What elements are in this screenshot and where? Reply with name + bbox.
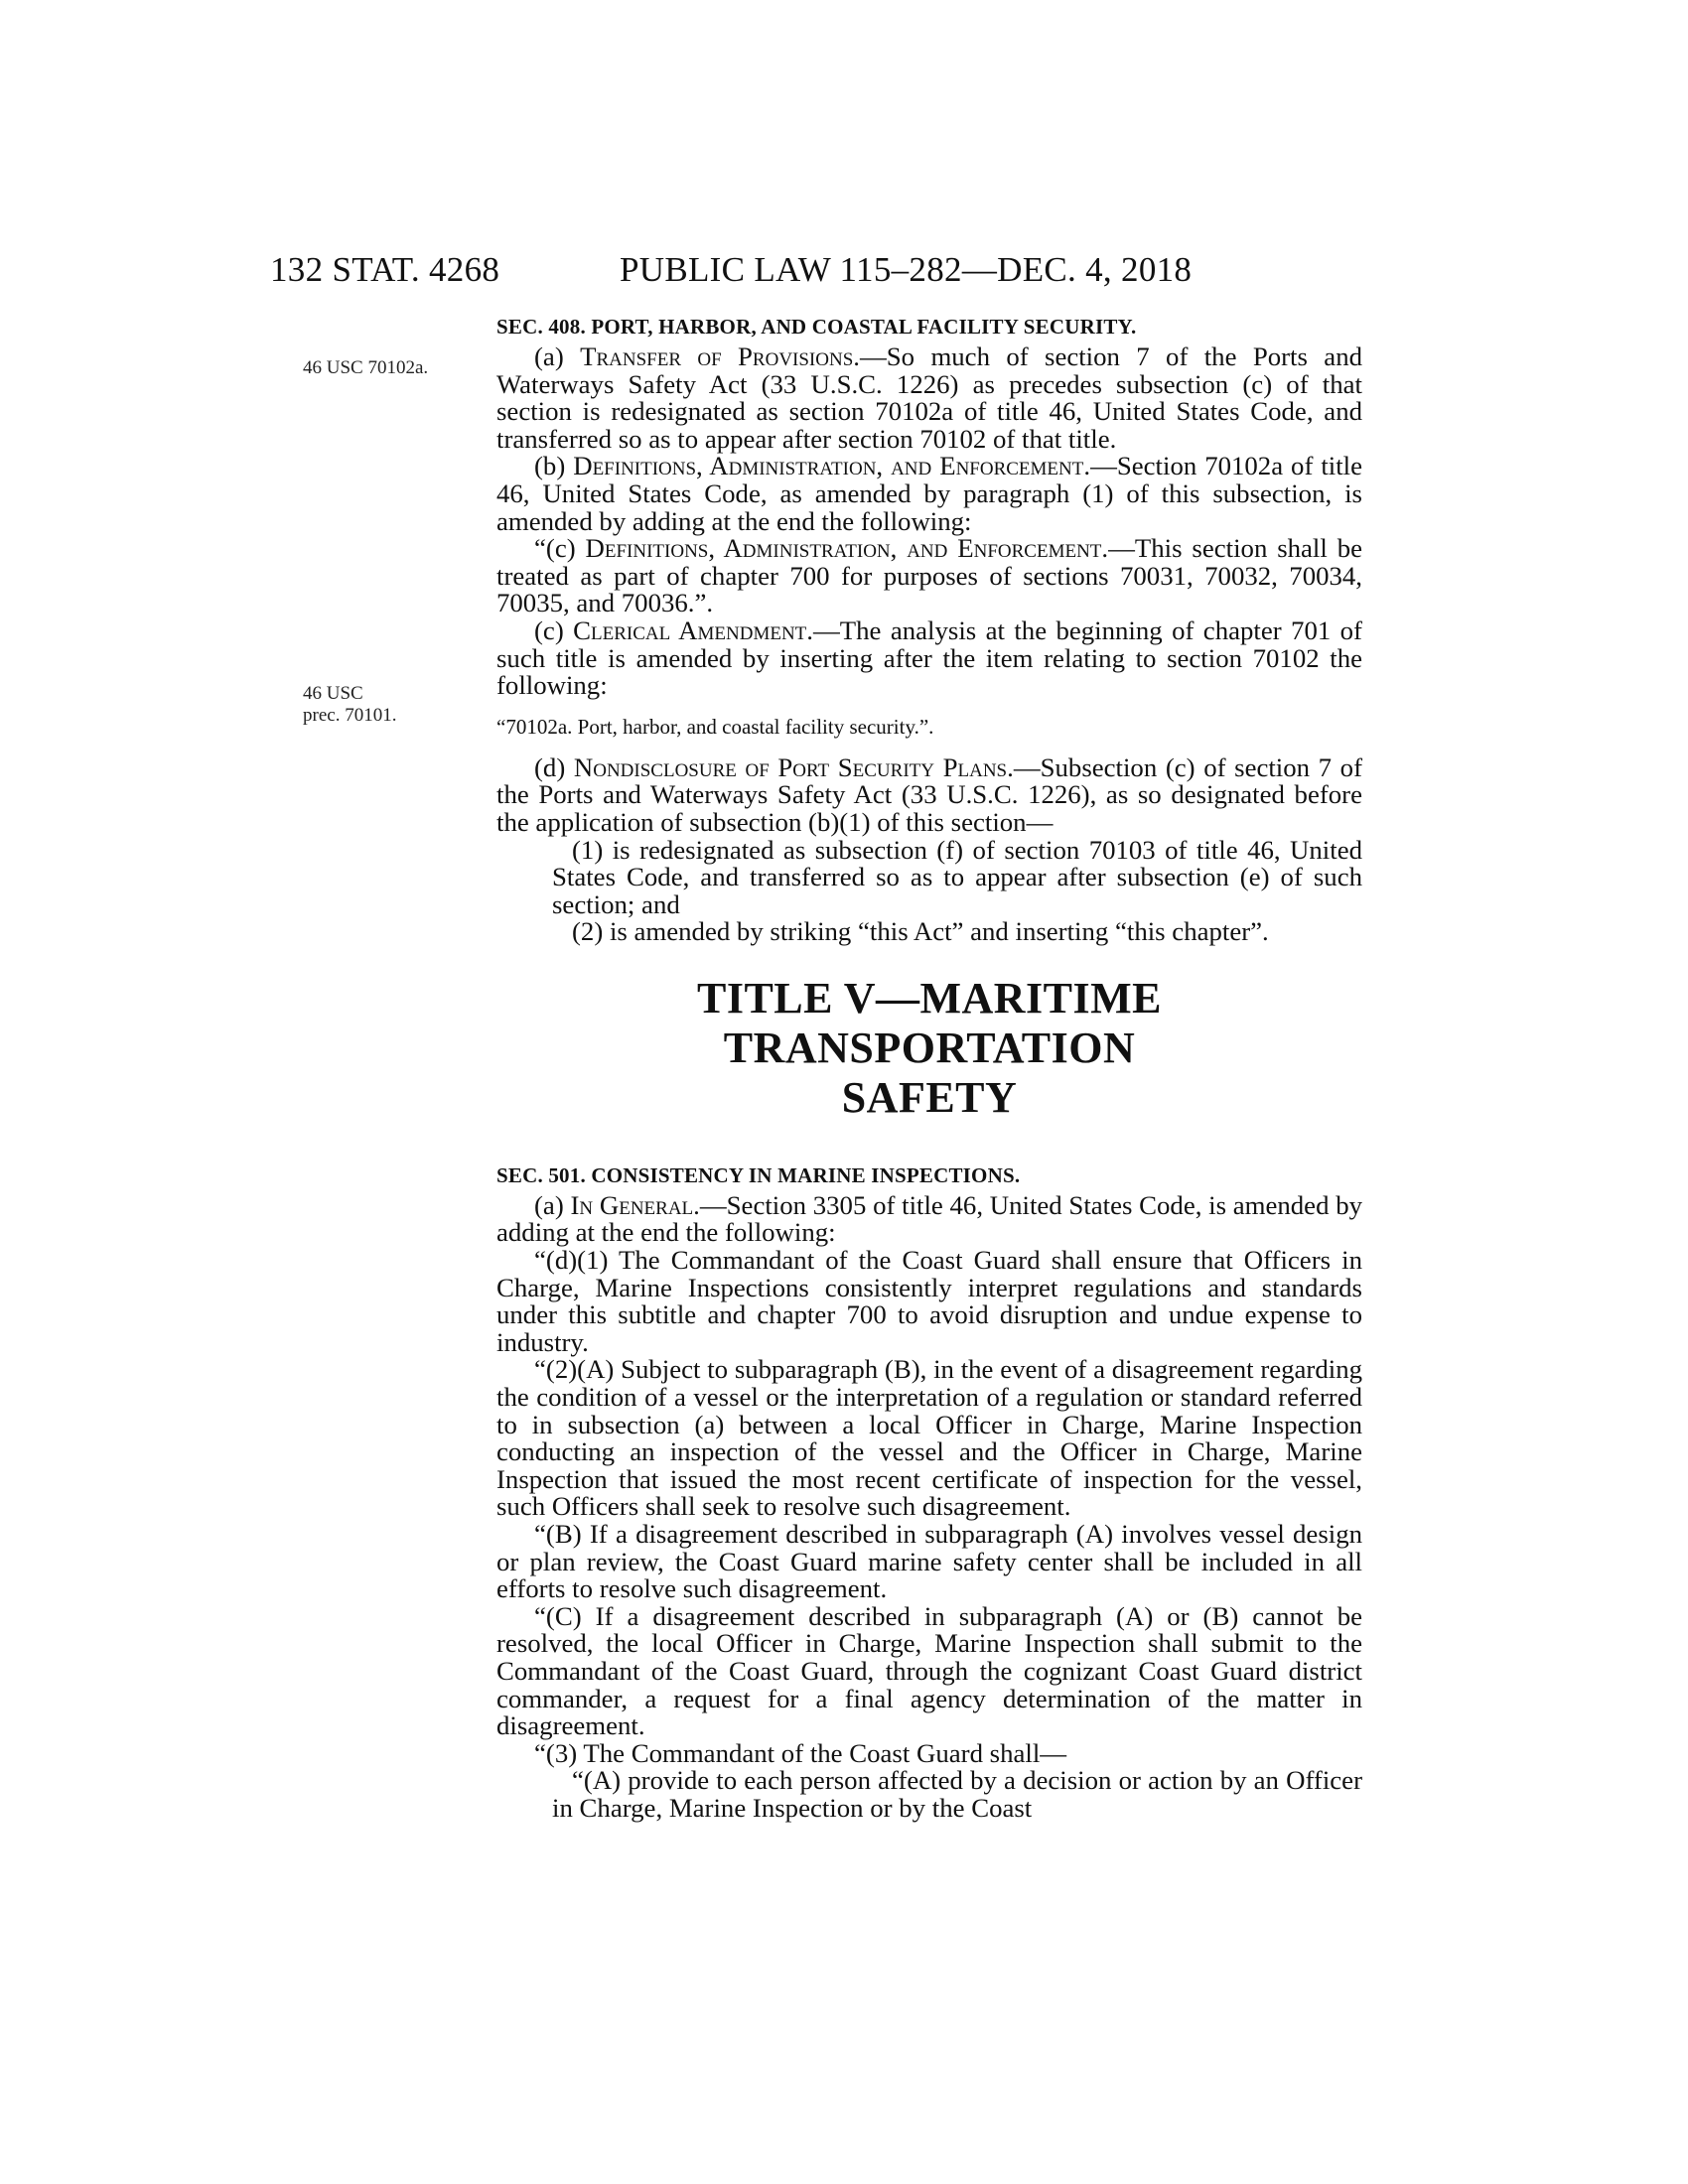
sec408-subsection-a: (a) Transfer of Provisions.—So much of section 7 of the Ports and Waterways Safety Act (33 U.S.C. 1226) as precedes subsection (c) of that section is redesignated as section 70102a of title 46, United States Code, and transferred so as to appear after section 70102 of that title. <box>496 341 1362 454</box>
margin-note-46-usc-70102a: 46 USC 70102a. <box>303 357 429 378</box>
sec501-quoted-d3A: “(A) provide to each person affected by a decision or action by an Officer in Charge, Marine Inspection or by the Coast <box>552 1765 1362 1823</box>
sec408-subsection-b: (b) Definitions, Administration, and Enforcement.—Section 70102a of title 46, United States Code, as amended by paragraph (1) of this subsection, is amended by adding at the end the following: <box>496 451 1363 536</box>
sec501-quoted-d3: “(3) The Commandant of the Coast Guard shall— <box>534 1737 1067 1768</box>
sec408-quoted-subsection-c: “(c) Definitions, Administration, and Enforcement.—This section shall be treated as part of chapter 700 for purposes of sections 70031, 70032, 70034, 70035, and 70036.”. <box>496 533 1362 618</box>
sec408-subsection-d: (d) Nondisclosure of Port Security Plans.—Subsection (c) of section 7 of the Ports and Waterways Safety Act (33 U.S.C. 1226), as so designated before the application of subsection (b)(1) of this section— <box>496 751 1362 837</box>
sec501-quoted-d2A: “(2)(A) Subject to subparagraph (B), in the event of a disagreement regarding the condition of a vessel or the interpretation of a regulation or standard referred to in subsection (a) between a local Officer in Charge, Marine Inspection conducting an inspection of the vessel and the Officer in Charge, Marine Inspection that issued the most recent certificate of inspection for the vessel, such Officers shall seek to resolve such disagreement. <box>496 1354 1362 1522</box>
sec501-quoted-dB: “(B) If a disagreement described in subparagraph (A) involves vessel design or plan review, the Coast Guard marine safety center shall be included in all efforts to resolve such disagreement. <box>496 1519 1362 1604</box>
section-501-heading: SEC. 501. CONSISTENCY IN MARINE INSPECTIONS. <box>496 1162 1021 1187</box>
sec501-quoted-dC: “(C) If a disagreement described in subparagraph (A) or (B) cannot be resolved, the local Officer in Charge, Marine Inspection shall submit to the Commandant of the Coast Guard, through the cognizant Coast Guard district commander, a request for a final agency determination of the matter in disagreement. <box>496 1600 1362 1741</box>
sec408-paragraph-d2: (2) is amended by striking “this Act” and inserting “this chapter”. <box>572 916 1269 947</box>
sec408-paragraph-d1: (1) is redesignated as subsection (f) of section 70103 of title 46, United States Code, and transferred so as to appear after subsection (e) of such section; and <box>552 834 1362 919</box>
margin-note-46-usc-prec-70101: 46 USC prec. 70101. <box>303 683 397 726</box>
section-408-heading: SEC. 408. PORT, HARBOR, AND COASTAL FACILITY SECURITY. <box>496 315 1137 339</box>
sec501-quoted-d1: “(d)(1) The Commandant of the Coast Guard shall ensure that Officers in Charge, Marine Inspections consistently interpret regulations and standards under this subtitle and chapter 700 to avoid disruption and undue expense to industry. <box>496 1245 1362 1357</box>
document-body <box>496 314 1362 1823</box>
stat-page-number: 132 STAT. 4268 <box>270 250 500 289</box>
sec408-subsection-c: (c) Clerical Amendment.—The analysis at the beginning of chapter 701 of such title is amended by inserting after the item relating to section 70102 the following: <box>496 614 1362 701</box>
public-law-title: PUBLIC LAW 115–282—DEC. 4, 2018 <box>620 250 1193 289</box>
sec501-subsection-a: (a) In General.—Section 3305 of title 46, United States Code, is amended by adding at the end the following: <box>496 1189 1363 1248</box>
clerical-amendment-item: “70102a. Port, harbor, and coastal facility security.”. <box>496 714 934 739</box>
title-v-heading: TITLE V—MARITIME TRANSPORTATION SAFETY <box>696 973 1163 1122</box>
